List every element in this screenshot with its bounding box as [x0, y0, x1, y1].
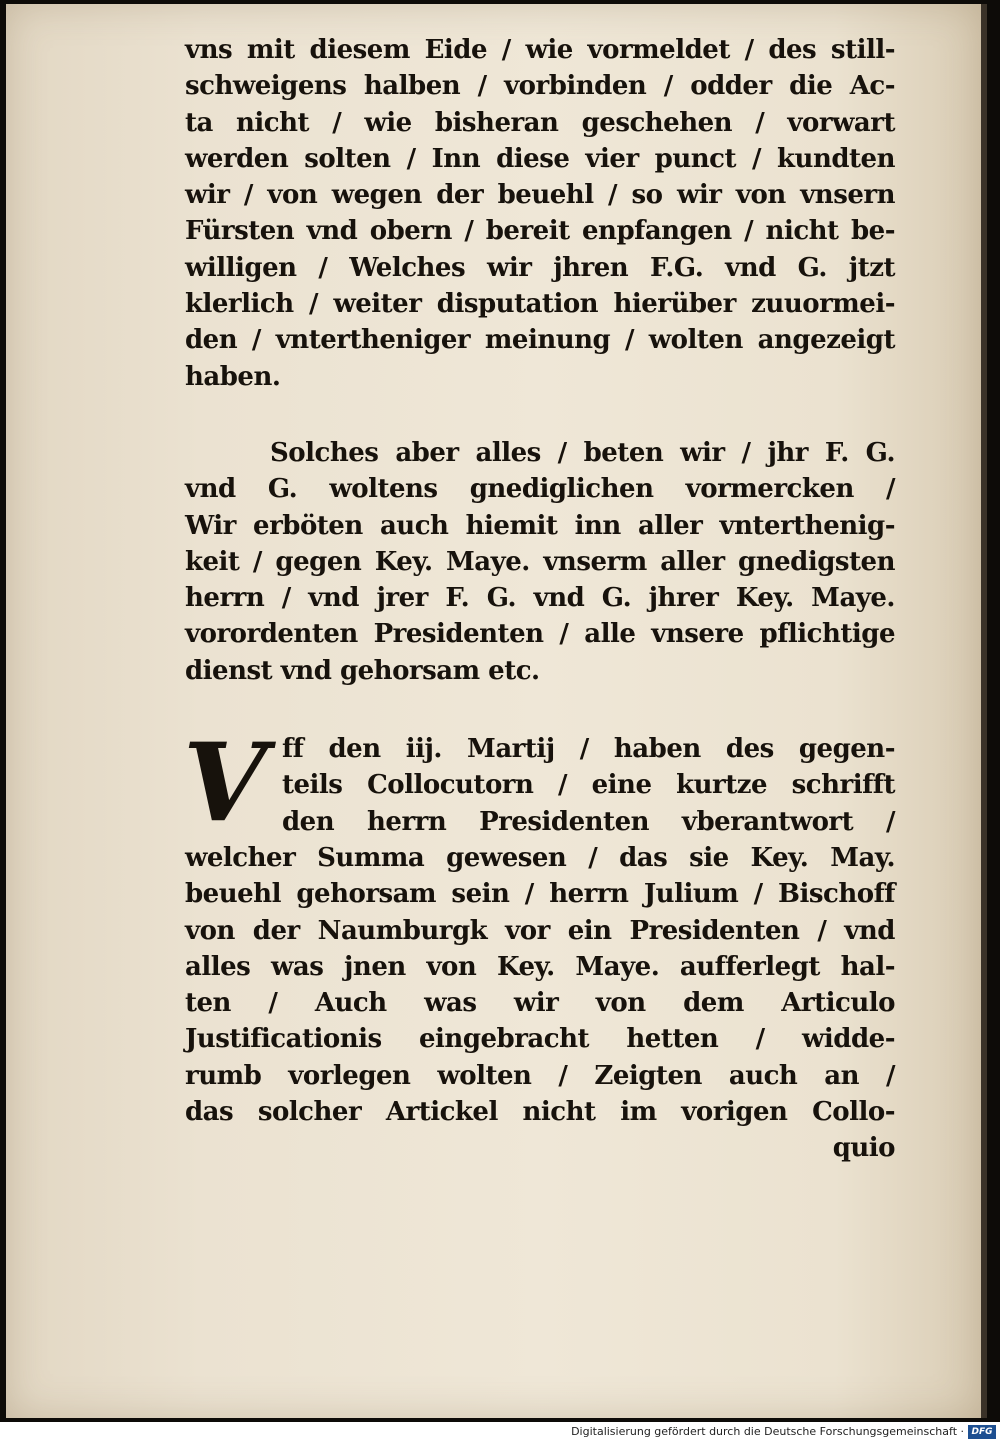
text-line: beuehl gehorsam sein / herrn Julium / Bischoff: [185, 879, 895, 910]
text-line: keit / gegen Key. Maye. vnserm aller gnedigsten: [185, 546, 895, 577]
footer-bar: [0, 1422, 1000, 1443]
funding-credit: Digitalisierung gefördert durch die Deutsche Forschungsgemeinschaft ·: [571, 1425, 964, 1438]
text-line: Justificationis eingebracht hetten / widde-: [185, 1024, 895, 1055]
text-line: herrn / vnd jrer F. G. vnd G. jhrer Key. Maye.: [185, 583, 895, 614]
text-line: das solcher Artickel nicht im vorigen Collo-: [185, 1097, 895, 1128]
text-line: Solches aber alles / beten wir / jhr F. G.: [270, 437, 895, 468]
catchword: quio: [832, 1133, 895, 1164]
dfg-logo[interactable]: DFG: [968, 1425, 996, 1439]
paragraph-1: [185, 32, 895, 395]
text-line: ten / Auch was wir von dem Articulo: [185, 988, 895, 1019]
text-line: den herrn Presidenten vberantwort /: [282, 806, 895, 837]
text-line: willigen / Welches wir jhren F.G. vnd G. jtzt: [185, 252, 895, 283]
text-line: ta nicht / wie bisheran geschehen / vorwart: [185, 107, 895, 138]
decorated-initial: V: [183, 720, 267, 847]
text-line: teils Collocutorn / eine kurtze schrifft: [282, 770, 895, 801]
text-line: klerlich / weiter disputation hierüber zuuormei-: [185, 289, 895, 320]
text-line: werden solten / Inn diese vier punct / kundten: [185, 143, 895, 174]
text-line: wir / von wegen der beuehl / so wir von vnsern: [185, 180, 895, 211]
text-line: vns mit diesem Eide / wie vormeldet / des still-: [185, 35, 895, 65]
text-line: rumb vorlegen wolten / Zeigten auch an /: [185, 1060, 895, 1091]
text-line: schweigens halben / vorbinden / odder die Ac-: [185, 71, 895, 102]
text-line: ff den iij. Martij / haben des gegen-: [282, 734, 895, 765]
text-line: von der Naumburgk vor ein Presidenten / vnd: [185, 915, 895, 946]
text-line: welcher Summa gewesen / das sie Key. May.: [185, 842, 895, 873]
text-line: vorordenten Presidenten / alle vnsere pflichtige: [185, 619, 895, 650]
page-text: [185, 32, 895, 1167]
text-line: haben.: [185, 361, 281, 392]
paragraph-2: [185, 435, 895, 689]
page-edge: [981, 4, 987, 1418]
text-line: Wir erböten auch hiemit inn aller vnterthenig-: [185, 510, 895, 541]
text-line: den / vntertheniger meinung / wolten angezeigt: [185, 325, 895, 356]
text-line: Fürsten vnd obern / bereit enpfangen / nicht be-: [185, 216, 895, 247]
paragraph-3: [183, 720, 895, 1167]
text-line: vnd G. woltens gnediglichen vormercken /: [185, 474, 895, 505]
text-line: dienst vnd gehorsam etc.: [185, 655, 540, 686]
text-line: alles was jnen von Key. Maye. aufferlegt hal-: [185, 951, 895, 982]
